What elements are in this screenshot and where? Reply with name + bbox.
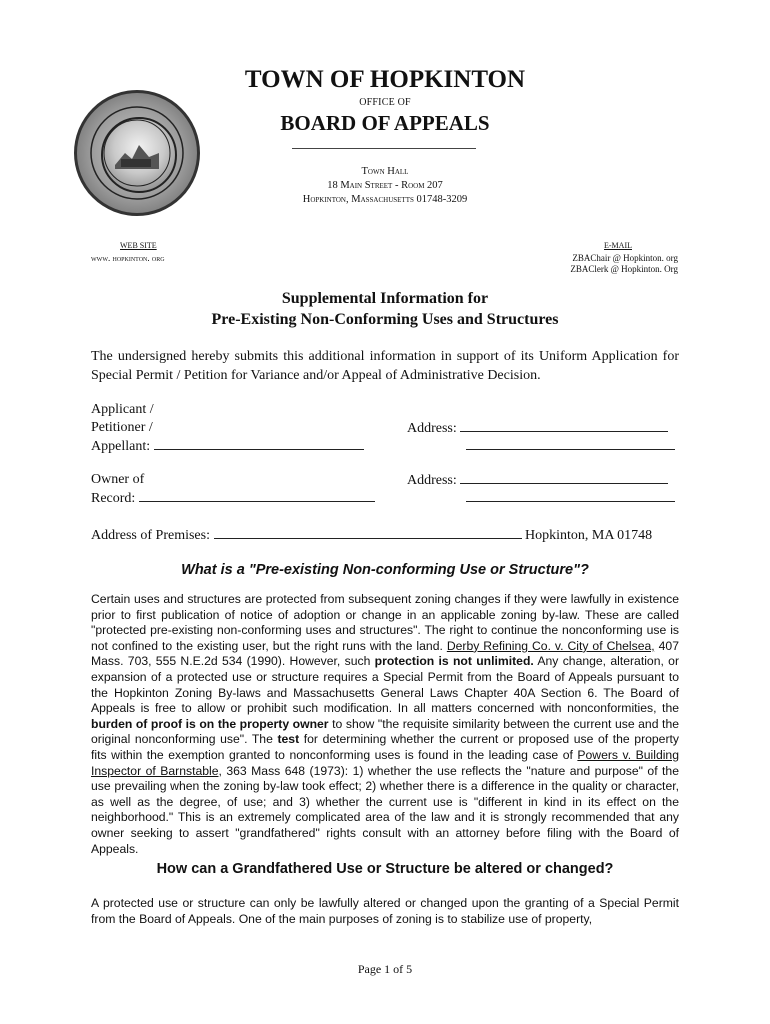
applicant-label-line-1: Applicant / [91,402,154,417]
applicant-name-field[interactable] [154,437,364,450]
page-number: Page 1 of 5 [357,962,413,976]
section-heading-altered: How can a Grandfathered Use or Structure be altered or changed? [156,861,614,877]
applicant-address-line-2 [466,437,675,456]
premises-town: Hopkinton, MA 01748 [525,528,653,543]
owner-address-label: Address: [407,473,457,488]
premises-label: Address of Premises: [91,528,210,543]
seal-ring-icon [77,93,197,213]
premises-address-field[interactable] [214,526,522,539]
applicant-label-line-3: Appellant: [91,439,151,454]
board-title: BOARD OF APPEALS [280,111,490,135]
emphasis-text: test [277,732,300,747]
body-text: for determining whether the current or proposed use of the property fits within the exemption granted to nonconforming uses is found in the leading case of [91,732,679,762]
owner-name-field[interactable] [139,489,375,502]
town-title: TOWN OF HOPKINTON [244,66,526,93]
owner-address-group [407,471,668,490]
email-clerk-link[interactable]: ZBAClerk @ Hopkinton. Org [570,264,678,274]
applicant-address-label: Address: [407,421,457,436]
owner-address-field-2[interactable] [466,489,675,502]
body-text: Any change, alteration, or expansion of a protected use or structure requires a Special Permit from the Board of Appeals pursuant to the Hopkinton Zoning By-laws and Massachusetts General Laws Chapter 40A Section 6. The Board of Appeals is free to allow or prohibit such modification. In all matters concerned with nonconformities, the [91,654,680,716]
applicant-label [91,401,364,456]
case-citation-powers: Powers v. Building Inspector of Barnstable [91,747,679,778]
website-link[interactable]: www. hopkinton. org [91,253,165,263]
case-citation-derby: Derby Refining Co. v. City of Chelsea, [446,638,655,653]
applicant-address-field-1[interactable] [460,419,668,432]
applicant-address-field-2[interactable] [466,437,675,450]
email-chair-link[interactable]: ZBAChair @ Hopkinton. org [572,253,678,263]
emphasis-text: protection is not unlimited. [374,654,534,669]
owner-label [91,471,375,508]
applicant-address-group [407,419,668,438]
owner-address-line-2 [466,489,675,508]
email-label: E-MAIL [604,241,632,250]
section-heading-preexisting: What is a "Pre-existing Non-conforming Use or Structure"? [181,562,589,578]
town-seal [74,90,200,216]
emphasis-text: burden of proof is on the property owner [91,716,329,731]
document-title-line-1: Supplemental Information for [281,290,489,307]
address-line-1: Town Hall [361,166,409,177]
owner-address-field-1[interactable] [460,471,668,484]
body-text: 407 Mass. 703, 555 N.E.2d 534 (1990). However, such [91,638,679,669]
body-text: , 363 Mass 648 (1973): 1) whether the use reflects the "nature and purpose" of the use prevailing when the zoning by-law took effect; 2) whether there is a difference in the quality or character, as well as the degree, of use; and 3) whether the current use is "different in kind in its effect on the neighborhood." This is an extremely complicated area of the law and it is strongly recommended that any owner seeking to assert "grandfathered" rights consult with an attorney before filing with the Board of Appeals. [91,763,679,856]
premises-row [91,526,679,545]
section-body-preexisting [91,592,679,857]
intro-paragraph: The undersigned hereby submits this additional information in support of its Uniform Application for Special Permit / Petition for Variance and/or Appeal of Administrative Decision. [91,349,679,383]
section-body-altered: A protected use or structure can only be lawfully altered or changed upon the granting of a Special Permit from the Board of Appeals. One of the main purposes of zoning is to stabilize use of property, [91,896,679,926]
header-divider [292,148,476,149]
office-of-label: OFFICE OF [359,97,411,108]
address-line-2: 18 Main Street - Room 207 [327,180,443,191]
owner-label-line-2: Record: [91,491,136,506]
website-label: WEB SITE [120,241,157,250]
body-text: to show "the requisite similarity between the current use and the original nonconforming use". The [91,716,679,747]
owner-label-line-1: Owner of [91,472,145,487]
body-text: Certain uses and structures are protected from subsequent zoning changes if they were lawfully in existence prior to first publication of notice of adoption or change in an applicable zoning by-law. These are called "protected pre-existing non-conforming uses and structures". The right to continue the nonconforming use is not confined to the existing user, but the right runs with the land. [91,592,679,653]
address-line-3: Hopkinton, Massachusetts 01748-3209 [302,194,468,205]
applicant-label-line-2: Petitioner / [91,420,153,435]
document-title-line-2: Pre-Existing Non-Conforming Uses and Structures [211,311,559,328]
